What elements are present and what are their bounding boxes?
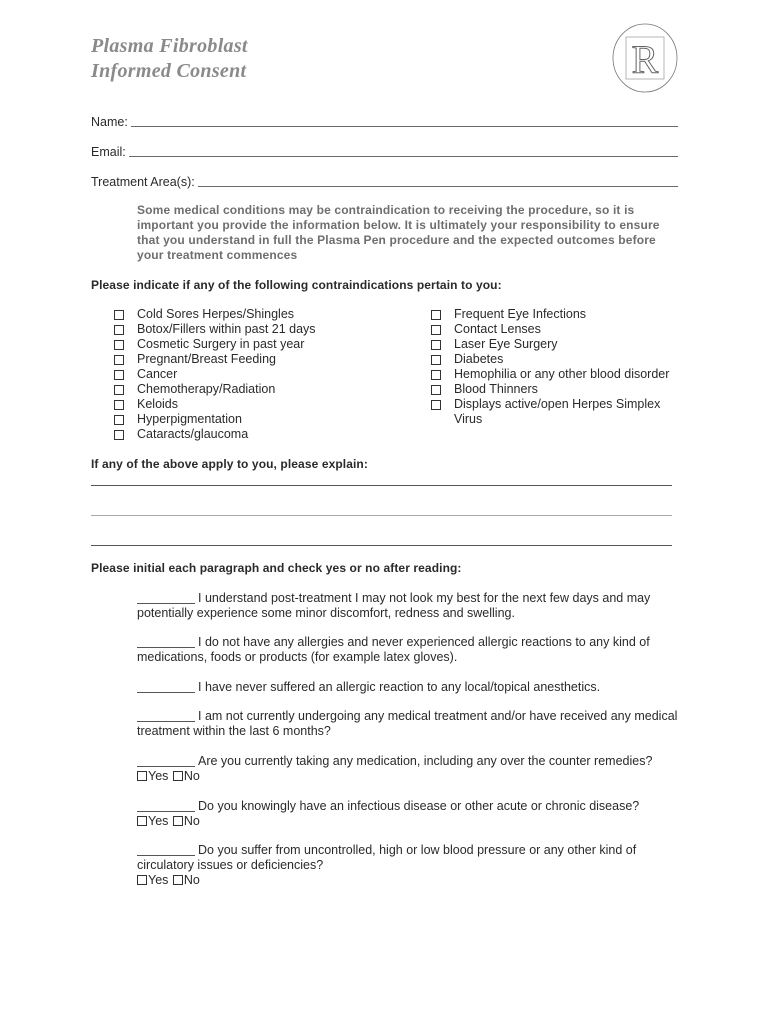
contraindication-checkbox[interactable] — [114, 310, 124, 320]
treatment-area-input-line[interactable] — [198, 186, 678, 187]
initial-blank[interactable] — [137, 755, 195, 767]
brand-logo — [611, 22, 679, 94]
contraindication-checkbox[interactable] — [114, 415, 124, 425]
yes-no-group: Yes No — [137, 873, 682, 888]
contraindication-label: Cold Sores Herpes/Shingles — [137, 307, 295, 321]
explain-line-1[interactable] — [91, 485, 672, 486]
contraindication-item — [114, 337, 414, 352]
contraindication-checkbox[interactable] — [114, 400, 124, 410]
contraindication-label: Displays active/open Herpes Simplex Virus — [454, 397, 661, 426]
contraindication-label: Keloids — [137, 397, 178, 411]
explain-heading: If any of the above apply to you, please explain: — [91, 457, 368, 471]
logo-letter: R — [631, 37, 659, 82]
contraindication-item — [431, 367, 681, 382]
email-input-line[interactable] — [129, 156, 678, 157]
contraindication-checkbox[interactable] — [431, 370, 441, 380]
treatment-area-label: Treatment Area(s): — [91, 175, 195, 189]
contraindication-item — [114, 427, 414, 442]
yes-no-group: Yes No — [137, 769, 682, 784]
contraindication-checkbox[interactable] — [431, 355, 441, 365]
name-input-line[interactable] — [131, 126, 678, 127]
email-field[interactable] — [91, 143, 678, 159]
contraindication-label: Pregnant/Breast Feeding — [137, 352, 276, 366]
no-checkbox[interactable] — [173, 875, 183, 885]
initial-blank[interactable] — [137, 636, 195, 648]
contraindication-checkbox[interactable] — [114, 370, 124, 380]
initial-blank[interactable] — [137, 681, 195, 693]
contraindication-item — [114, 307, 414, 322]
contraindication-label: Botox/Fillers within past 21 days — [137, 322, 316, 336]
contraindication-label: Laser Eye Surgery — [454, 337, 558, 351]
explain-line-3[interactable] — [91, 545, 672, 546]
contraindication-checkbox[interactable] — [431, 340, 441, 350]
yes-checkbox[interactable] — [137, 816, 147, 826]
initial-heading: Please initial each paragraph and check yes or no after reading: — [91, 561, 462, 575]
initial-blank[interactable] — [137, 800, 195, 812]
consent-paragraph-1: I understand post-treatment I may not look my best for the next few days and may potentially experience some minor discomfort, redness and swelling. — [137, 591, 651, 620]
explain-line-2[interactable] — [91, 515, 672, 516]
contraindication-checkbox[interactable] — [431, 400, 441, 410]
contraindication-label: Diabetes — [454, 352, 504, 366]
name-field[interactable] — [91, 113, 678, 129]
contraindication-label: Frequent Eye Infections — [454, 307, 587, 321]
contraindication-label: Hemophilia or any other blood disorder — [454, 367, 670, 381]
contraindication-checkbox[interactable] — [431, 385, 441, 395]
title-line-2: Informed Consent — [91, 60, 247, 82]
contraindications-heading: Please indicate if any of the following contraindications pertain to you: — [91, 278, 502, 292]
document-title — [91, 34, 248, 84]
contraindication-item — [431, 352, 681, 367]
contraindication-label: Blood Thinners — [454, 382, 538, 396]
contraindication-item — [431, 322, 681, 337]
consent-question-infectious: Do you knowingly have an infectious disease or other acute or chronic disease? Yes No — [137, 799, 682, 829]
initial-blank[interactable] — [137, 592, 195, 604]
contraindication-label: Contact Lenses — [454, 322, 541, 336]
yes-checkbox[interactable] — [137, 875, 147, 885]
contraindication-label: Cancer — [137, 367, 178, 381]
name-label: Name: — [91, 115, 128, 129]
no-checkbox[interactable] — [173, 816, 183, 826]
initial-blank[interactable] — [137, 710, 195, 722]
contraindication-item — [431, 382, 681, 397]
intro-paragraph: Some medical conditions may be contraindication to receiving the procedure, so it is important you provide the information below. It is ultimately your responsibility to ensure that you understand in full the Plasma Pen procedure and the expected outcomes before your treatment commences — [137, 203, 660, 262]
contraindication-item — [431, 307, 681, 322]
contraindication-item — [114, 382, 414, 397]
contraindication-item — [114, 352, 414, 367]
contraindications-right-list — [431, 307, 681, 427]
contraindications-left-list — [114, 307, 414, 442]
email-label: Email: — [91, 145, 126, 159]
consent-paragraph-3: I have never suffered an allergic reaction to any local/topical anesthetics. — [137, 680, 682, 695]
title-line-1: Plasma Fibroblast — [91, 35, 248, 57]
contraindication-checkbox[interactable] — [114, 355, 124, 365]
contraindication-checkbox[interactable] — [114, 340, 124, 350]
contraindication-checkbox[interactable] — [431, 325, 441, 335]
consent-question-medication: Are you currently taking any medication, including any over the counter remedies? Yes No — [137, 754, 682, 784]
consent-paragraph-2: I do not have any allergies and never experienced allergic reactions to any kind of medications, foods or products (for example latex gloves). — [137, 635, 650, 664]
contraindication-label: Cosmetic Surgery in past year — [137, 337, 305, 351]
contraindication-item — [114, 367, 414, 382]
yes-checkbox[interactable] — [137, 771, 147, 781]
contraindication-checkbox[interactable] — [431, 310, 441, 320]
consent-question-blood-pressure: Do you suffer from uncontrolled, high or low blood pressure or any other kind of circulatory issues or deficiencies? Yes No — [137, 843, 682, 888]
contraindication-item — [114, 412, 414, 427]
contraindication-item — [431, 397, 681, 427]
contraindication-checkbox[interactable] — [114, 430, 124, 440]
contraindication-label: Cataracts/glaucoma — [137, 427, 249, 441]
treatment-area-field[interactable] — [91, 173, 678, 189]
consent-paragraph-4: I am not currently undergoing any medical treatment and/or have received any medical treatment within the last 6 months? — [137, 709, 678, 738]
no-checkbox[interactable] — [173, 771, 183, 781]
initial-blank[interactable] — [137, 844, 195, 856]
contraindication-checkbox[interactable] — [114, 325, 124, 335]
contraindication-item — [114, 397, 414, 412]
yes-no-group: Yes No — [137, 814, 682, 829]
contraindication-item — [114, 322, 414, 337]
contraindication-label: Chemotherapy/Radiation — [137, 382, 276, 396]
contraindication-checkbox[interactable] — [114, 385, 124, 395]
contraindication-item — [431, 337, 681, 352]
contraindication-label: Hyperpigmentation — [137, 412, 242, 426]
